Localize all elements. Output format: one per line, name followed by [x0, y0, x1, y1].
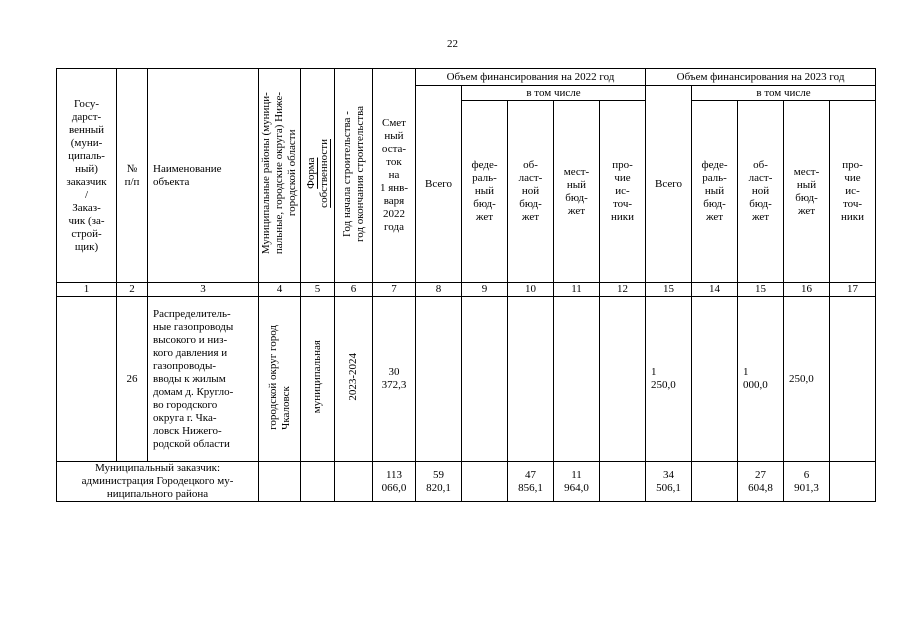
cell-federal-2023 [692, 297, 738, 462]
header-total-2023: Всего [646, 86, 692, 283]
cell-district: городской округ город Чкаловск [266, 324, 292, 430]
header-total-2022: Всего [416, 86, 462, 283]
col-number: 16 [784, 283, 830, 297]
cell-local-2023: 250,0 [784, 297, 830, 462]
header-row-1 [57, 69, 876, 86]
col-number: 11 [554, 283, 600, 297]
col-number: 1 [57, 283, 117, 297]
header-ownership: Форма собственности [304, 139, 330, 208]
summary-total-2023: 34 506,1 [646, 462, 692, 502]
col-number: 14 [692, 283, 738, 297]
cell-local-2022 [554, 297, 600, 462]
cell-federal-2022 [462, 297, 508, 462]
col-number: 4 [259, 283, 301, 297]
header-regional-2022: об- ласт- ной бюд- жет [508, 101, 554, 283]
header-districts: Муниципальные районы (муници- пальные, городские округа) Ниже- городской области [260, 92, 298, 255]
header-name: Наименование объекта [148, 69, 259, 283]
header-num: № п/п [117, 69, 148, 283]
cell-total-2022 [416, 297, 462, 462]
header-local-2023: мест- ный бюд- жет [784, 101, 830, 283]
col-number: 5 [301, 283, 335, 297]
header-balance: Смет ный оста- ток на 1 янв- варя 2022 года [373, 69, 416, 283]
header-federal-2023: феде- раль- ный бюд- жет [692, 101, 738, 283]
table-row [57, 297, 876, 462]
col-number: 9 [462, 283, 508, 297]
col-number: 10 [508, 283, 554, 297]
header-other-2022: про- чие ис- точ- ники [600, 101, 646, 283]
header-customer: Госу- дарст- венный (муни- ципаль- ный) заказчик / Заказ- чик (за- строй- щик) [57, 69, 117, 283]
col-number: 6 [335, 283, 373, 297]
header-fin-2023: Объем финансирования на 2023 год [646, 69, 876, 86]
col-number: 7 [373, 283, 416, 297]
cell-num: 26 [117, 297, 148, 462]
cell-ownership: муниципальная [311, 340, 323, 414]
summary-local-2022: 11 964,0 [554, 462, 600, 502]
header-other-2023: про- чие ис- точ- ники [830, 101, 876, 283]
cell-other-2022 [600, 297, 646, 462]
header-regional-2023: об- ласт- ной бюд- жет [738, 101, 784, 283]
col-number: 3 [148, 283, 259, 297]
cell-regional-2023: 1 000,0 [738, 297, 784, 462]
col-number: 12 [600, 283, 646, 297]
cell-object-name: Распределитель- ные газопроводы высокого и низ- кого давления и газопроводы- вводы к жилым домам д. Кругло- во городского округа г. Чка- ловск Нижего- родской области [148, 297, 259, 462]
cell-regional-2022 [508, 297, 554, 462]
summary-row [57, 462, 876, 502]
col-number: 2 [117, 283, 148, 297]
summary-regional-2022: 47 856,1 [508, 462, 554, 502]
summary-regional-2023: 27 604,8 [738, 462, 784, 502]
cell-customer [57, 297, 117, 462]
summary-label: Муниципальный заказчик: администрация Городецкого му- ниципального района [57, 462, 259, 502]
header-incl-2022: в том числе [462, 86, 646, 101]
header-federal-2022: феде- раль- ный бюд- жет [462, 101, 508, 283]
col-number: 8 [416, 283, 462, 297]
page-number: 22 [447, 38, 458, 50]
cell-total-2023: 1 250,0 [646, 297, 692, 462]
header-incl-2023: в том числе [692, 86, 876, 101]
summary-balance: 113 066,0 [373, 462, 416, 502]
col-number: 15 [738, 283, 784, 297]
financing-table [56, 68, 876, 502]
header-local-2022: мест- ный бюд- жет [554, 101, 600, 283]
header-years: Год начала строительства - год окончания строительства [340, 105, 366, 242]
cell-other-2023 [830, 297, 876, 462]
summary-local-2023: 6 901,3 [784, 462, 830, 502]
summary-total-2022: 59 820,1 [416, 462, 462, 502]
cell-years: 2023-2024 [347, 353, 359, 401]
cell-balance: 30 372,3 [373, 297, 416, 462]
header-fin-2022: Объем финансирования на 2022 год [416, 69, 646, 86]
col-number: 15 [646, 283, 692, 297]
column-numbers-row [57, 283, 876, 297]
col-number: 17 [830, 283, 876, 297]
